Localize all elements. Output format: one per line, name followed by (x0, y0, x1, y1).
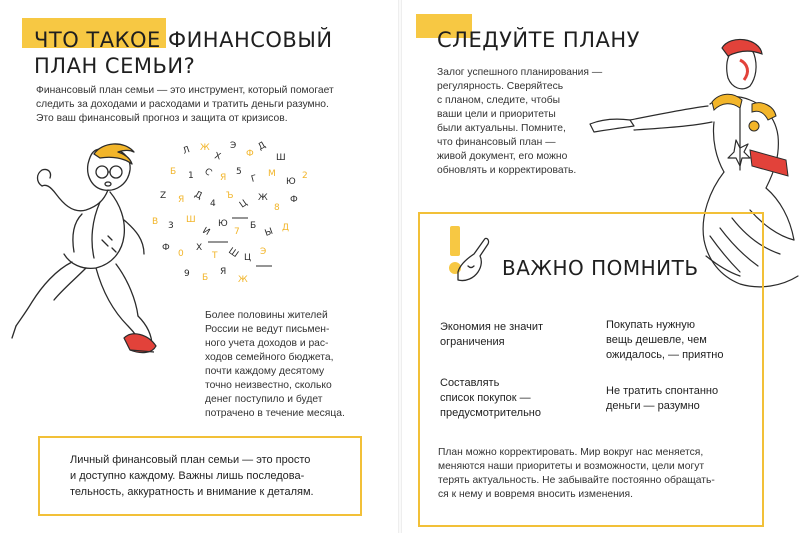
tip-line: вещь дешевле, чем (606, 333, 707, 346)
svg-text:Ф: Ф (290, 195, 298, 205)
tip-line: ожидалось, — приятно (606, 348, 724, 361)
svg-text:С: С (202, 166, 214, 179)
svg-text:Ю: Ю (218, 219, 228, 229)
svg-text:Ш: Ш (186, 215, 196, 225)
key-message-line: и доступно каждому. Важны лишь последова- (70, 470, 305, 482)
svg-text:Д: Д (256, 140, 268, 153)
svg-text:Ж: Ж (200, 143, 210, 153)
svg-text:1: 1 (188, 171, 194, 181)
plan-paragraph-line: с планом, следите, чтобы (437, 95, 560, 106)
page-title-line2: ПЛАН СЕМЬИ? (34, 54, 196, 78)
tip-line: список покупок — (440, 391, 531, 404)
svg-text:Ц: Ц (244, 253, 251, 263)
svg-text:Ш: Ш (226, 246, 240, 260)
svg-text:8: 8 (274, 203, 280, 213)
svg-text:Г: Г (250, 173, 259, 185)
stat-paragraph-line: России не ведут письмен- (205, 324, 330, 335)
tip-line: Покупать нужную (606, 319, 695, 331)
remember-title: ВАЖНО ПОМНИТЬ (502, 256, 699, 280)
svg-text:М: М (268, 169, 276, 179)
plan-paragraph-line: что финансовый план — (437, 137, 556, 148)
svg-text:Ж: Ж (258, 193, 268, 203)
tip-line: Экономия не значит (440, 321, 544, 333)
stat-paragraph-line: точно неизвестно, сколько (205, 380, 332, 391)
section-title: СЛЕДУЙТЕ ПЛАНУ (437, 28, 640, 52)
svg-text:3: 3 (168, 221, 174, 231)
exclamation-hand-icon (440, 224, 488, 288)
svg-text:Ж: Ж (238, 275, 248, 285)
tip-line: ограничения (440, 335, 505, 348)
svg-text:Я: Я (220, 173, 227, 183)
plan-paragraph-line: регулярность. Сверяйтесь (437, 81, 564, 92)
tip-item (606, 384, 718, 414)
svg-text:2: 2 (302, 171, 308, 181)
page-title-line1: ЧТО ТАКОЕ ФИНАНСОВЫЙ (34, 28, 333, 52)
svg-text:Ш: Ш (276, 153, 286, 163)
svg-text:И: И (200, 225, 212, 238)
tip-item (440, 376, 541, 421)
svg-text:4: 4 (210, 199, 216, 209)
footer-paragraph-line: План можно корректировать. Мир вокруг нас меняется, (438, 447, 704, 458)
svg-text:Д: Д (282, 223, 290, 233)
intro-line: следить за доходами и расходами и тратить деньги разумно. (36, 99, 329, 110)
svg-text:7: 7 (234, 227, 240, 237)
svg-text:В: В (152, 217, 159, 227)
svg-text:Я: Я (178, 195, 185, 205)
tip-item (606, 318, 724, 363)
stat-paragraph-line: денег поступило и будет (205, 394, 323, 405)
plan-paragraph-line: были актуальны. Помните, (437, 123, 566, 134)
tip-line: деньги — разумно (606, 399, 700, 412)
plan-paragraph-line: обновлять и корректировать. (437, 165, 577, 176)
svg-text:9: 9 (184, 269, 190, 279)
intro-line: Это ваш финансовый прогноз и защита от кризисов. (36, 113, 288, 124)
tip-line: предусмотрительно (440, 406, 541, 419)
svg-text:Ы: Ы (263, 226, 275, 239)
page-gutter (398, 0, 402, 533)
plan-paragraph-line: живой документ, его можно (437, 151, 568, 162)
page-right (400, 0, 800, 533)
tip-line: Не тратить спонтанно (606, 385, 719, 397)
footer-paragraph-line: меняются наши приоритеты и возможности, цели могут (438, 461, 705, 472)
svg-text:Ъ: Ъ (226, 191, 234, 201)
flying-letters-illustration (148, 138, 318, 288)
svg-text:Ц: Ц (237, 198, 250, 211)
svg-text:0: 0 (178, 249, 184, 259)
man-running-illustration (12, 140, 162, 400)
svg-text:Б: Б (202, 273, 209, 283)
footer-paragraph-line: ся к нему и вовремя вносить изменения. (438, 489, 633, 500)
key-message-line: тельность, аккуратность и внимание к деталям. (70, 486, 314, 498)
stat-paragraph-line: ного учета доходов и рас- (205, 338, 329, 349)
key-message-line: Личный финансовый план семьи — это просто (70, 454, 311, 466)
tip-line: Составлять (440, 377, 500, 389)
stat-paragraph-line: потрачено в течение месяца. (205, 408, 345, 419)
svg-text:Э: Э (260, 247, 267, 257)
svg-text:Д: Д (192, 189, 204, 202)
svg-text:Ю: Ю (286, 177, 296, 187)
svg-text:Э: Э (230, 141, 237, 151)
svg-text:Л: Л (181, 145, 192, 157)
svg-text:Ф: Ф (246, 149, 254, 159)
svg-text:5: 5 (236, 167, 242, 177)
svg-text:Х: Х (196, 243, 203, 253)
stat-paragraph-line: почти каждому десятому (205, 366, 325, 377)
stat-paragraph-line: Более половины жителей (205, 310, 328, 321)
svg-text:Т: Т (212, 251, 218, 261)
svg-text:Б: Б (170, 167, 177, 177)
svg-text:Я: Я (220, 267, 227, 277)
plan-paragraph-line: ваши цели и приоритеты (437, 109, 556, 120)
svg-text:Х: Х (213, 151, 222, 163)
plan-paragraph-line: Залог успешного планирования — (437, 67, 603, 78)
svg-text:Ф: Ф (162, 243, 170, 253)
svg-text:Z: Z (160, 191, 167, 201)
intro-line: Финансовый план семьи — это инструмент, который помогает (36, 85, 334, 96)
footer-paragraph-line: терять актуальность. Не забывайте постоянно обращать- (438, 475, 715, 486)
svg-text:Б: Б (250, 221, 257, 231)
tip-item (440, 320, 543, 350)
stat-paragraph-line: ходов семейного бюджета, (205, 352, 334, 363)
